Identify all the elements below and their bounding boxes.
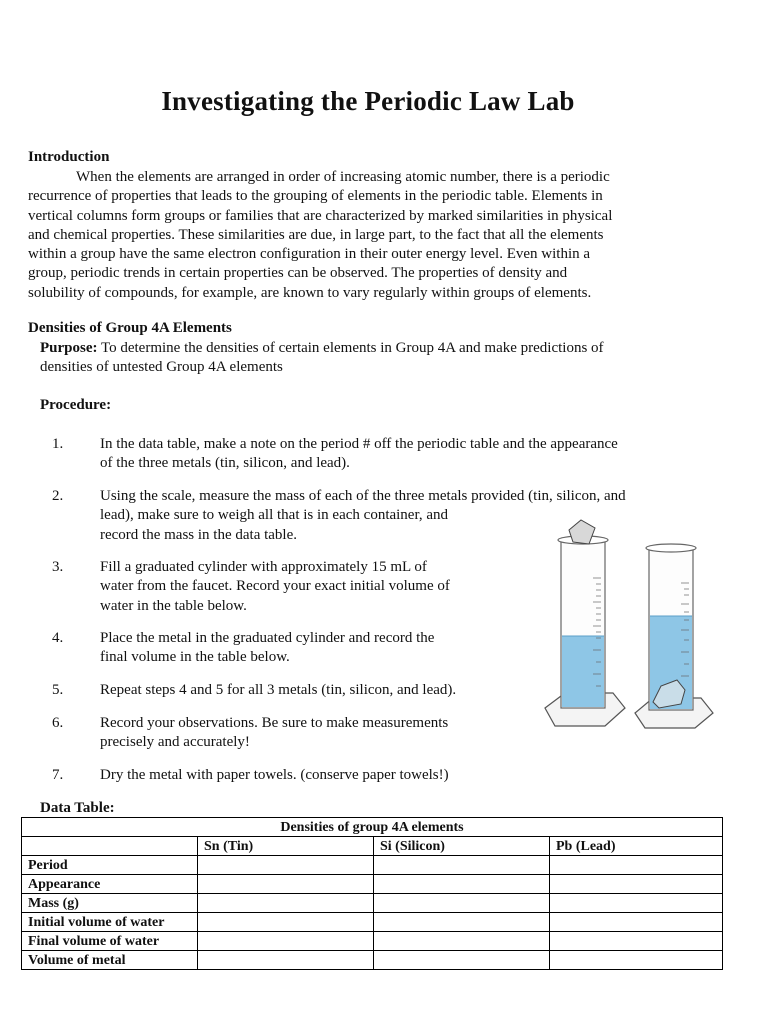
intro-line: When the elements are arranged in order of increasing atomic number, there is a periodic xyxy=(76,169,610,185)
procedure-heading: Procedure: xyxy=(40,397,112,413)
table-cell[interactable] xyxy=(550,951,723,970)
table-header-row xyxy=(22,837,723,856)
step-text: Repeat steps 4 and 5 for all 3 metals (tin, silicon, and lead). xyxy=(100,682,457,698)
table-row xyxy=(22,932,723,951)
cylinder-right xyxy=(635,544,713,728)
table-cell[interactable] xyxy=(198,894,374,913)
table-cell[interactable] xyxy=(374,932,550,951)
table-cell[interactable] xyxy=(374,856,550,875)
intro-line: solubility of compounds, for example, are known to vary regularly within groups of elements. xyxy=(28,284,592,301)
row-label: Final volume of water xyxy=(22,932,198,951)
step-number: 6. xyxy=(52,715,64,731)
step-number: 5. xyxy=(52,682,64,698)
step-text: final volume in the table below. xyxy=(100,649,290,666)
table-row xyxy=(22,951,723,970)
cylinder-left xyxy=(545,520,625,726)
intro-line: within a group have the same electron configuration in their outer energy level. Even within a xyxy=(28,246,591,263)
graduated-cylinders-icon xyxy=(535,518,725,738)
step-number: 2. xyxy=(52,488,64,504)
column-header: Sn (Tin) xyxy=(198,837,374,856)
step-text: lead), make sure to weigh all that is in each container, and xyxy=(100,507,449,524)
step-text: water in the table below. xyxy=(100,597,247,614)
row-label: Period xyxy=(22,856,198,875)
graduated-cylinders-illustration xyxy=(535,518,725,738)
step-text: Place the metal in the graduated cylinder and record the xyxy=(100,630,435,646)
table-row xyxy=(22,894,723,913)
column-header: Pb (Lead) xyxy=(550,837,723,856)
table-cell[interactable] xyxy=(198,875,374,894)
table-cell[interactable] xyxy=(374,875,550,894)
table-cell[interactable] xyxy=(550,875,723,894)
purpose-paragraph xyxy=(40,339,730,378)
water-level-left xyxy=(562,636,604,707)
row-label: Initial volume of water xyxy=(22,913,198,932)
step-text: record the mass in the data table. xyxy=(100,526,298,543)
intro-line: vertical columns form groups or families that are characterized by marked similarities in physical xyxy=(28,207,613,224)
table-cell[interactable] xyxy=(550,932,723,951)
table-cell[interactable] xyxy=(198,951,374,970)
table-cell[interactable] xyxy=(374,951,550,970)
section-heading: Densities of Group 4A Elements xyxy=(28,320,232,336)
step-number: 4. xyxy=(52,630,64,646)
table-row xyxy=(22,875,723,894)
table-cell[interactable] xyxy=(198,856,374,875)
data-table xyxy=(21,817,723,970)
step-text: of the three metals (tin, silicon, and lead). xyxy=(100,455,350,472)
table-cell[interactable] xyxy=(198,913,374,932)
introduction-heading: Introduction xyxy=(28,149,110,165)
intro-line: and chemical properties. These similarities are due, in large part, to the fact that all the elements xyxy=(28,226,604,243)
column-header: Si (Silicon) xyxy=(374,837,550,856)
purpose-text: densities of untested Group 4A elements xyxy=(40,359,283,376)
introduction-paragraph xyxy=(28,168,728,303)
step-text: Using the scale, measure the mass of each of the three metals provided (tin, silicon, and xyxy=(100,488,626,504)
table-row xyxy=(22,856,723,875)
step-text: Dry the metal with paper towels. (conserve paper towels!) xyxy=(100,767,449,783)
data-table-label: Data Table: xyxy=(40,800,115,816)
row-label: Mass (g) xyxy=(22,894,198,913)
column-header xyxy=(22,837,198,856)
row-label: Appearance xyxy=(22,875,198,894)
table-cell[interactable] xyxy=(550,856,723,875)
page-title: Investigating the Periodic Law Lab xyxy=(161,86,575,116)
intro-line: group, periodic trends in certain properties can be observed. The properties of density and xyxy=(28,265,568,282)
intro-line: recurrence of properties that leads to the grouping of elements in the periodic table. Elements in xyxy=(28,188,603,205)
step-text: water from the faucet. Record your exact initial volume of xyxy=(100,578,450,595)
table-cell[interactable] xyxy=(198,932,374,951)
table-cell[interactable] xyxy=(550,913,723,932)
step-number: 3. xyxy=(52,559,64,575)
table-cell[interactable] xyxy=(374,894,550,913)
step-text: In the data table, make a note on the period # off the periodic table and the appearance xyxy=(100,436,618,452)
table-caption: Densities of group 4A elements xyxy=(22,818,723,837)
table-cell[interactable] xyxy=(550,894,723,913)
purpose-text: To determine the densities of certain elements in Group 4A and make predictions of xyxy=(97,340,604,356)
step-number: 1. xyxy=(52,436,64,452)
step-text: Record your observations. Be sure to make measurements xyxy=(100,715,449,731)
row-label: Volume of metal xyxy=(22,951,198,970)
purpose-label: Purpose: xyxy=(40,340,98,356)
step-number: 7. xyxy=(52,767,64,783)
table-cell[interactable] xyxy=(374,913,550,932)
step-text: Fill a graduated cylinder with approximately 15 mL of xyxy=(100,559,427,575)
step-text: precisely and accurately! xyxy=(100,734,250,751)
table-row xyxy=(22,913,723,932)
table-caption-row xyxy=(22,818,723,837)
